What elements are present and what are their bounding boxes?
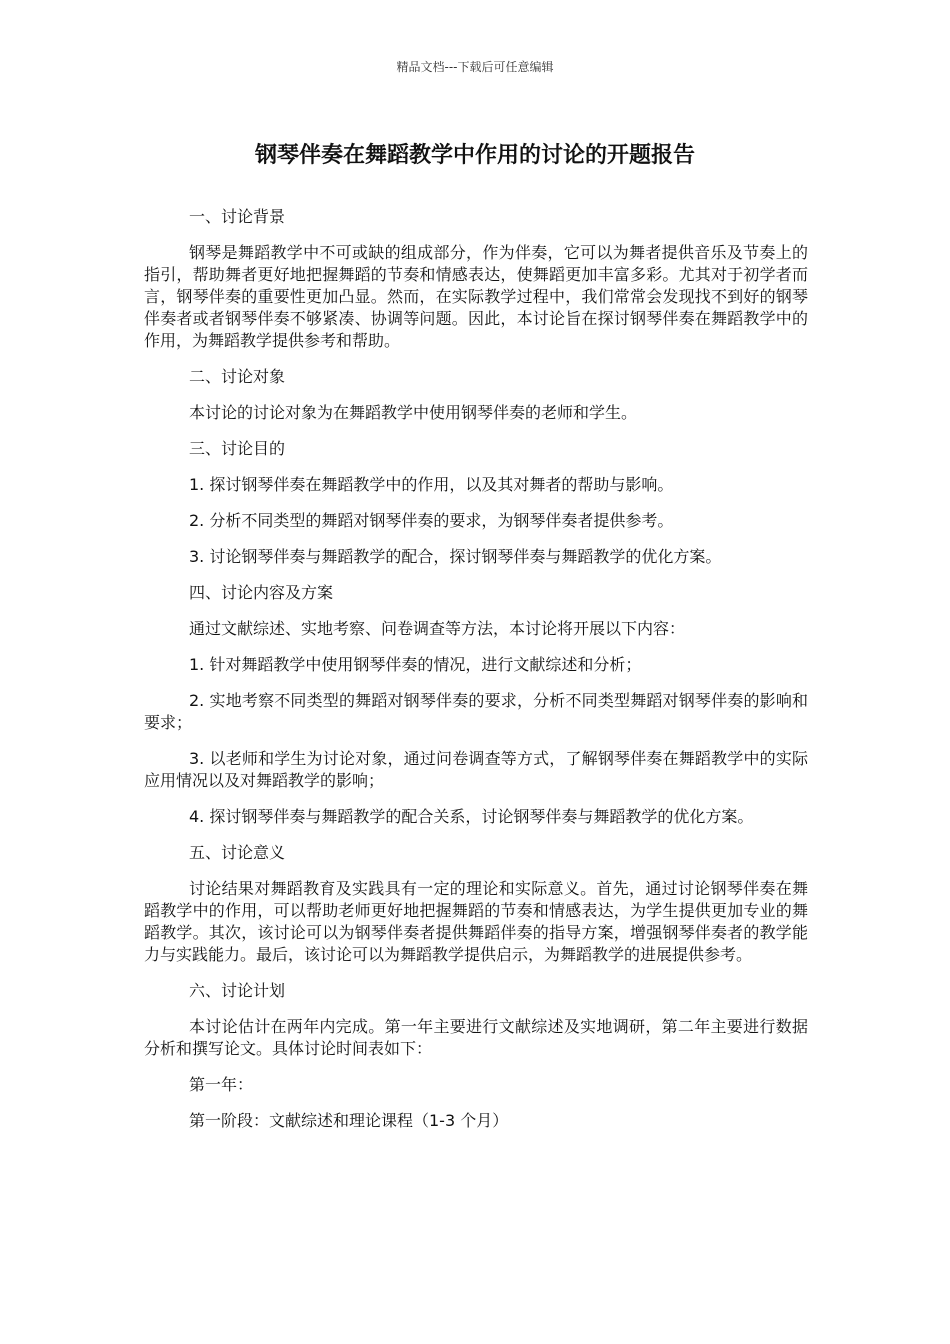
section-heading-purpose: 三、讨论目的 xyxy=(189,439,286,458)
section-heading-background: 一、讨论背景 xyxy=(189,207,286,226)
content-item-4: 4. 探讨钢琴伴奏与舞蹈教学的配合关系，讨论钢琴伴奏与舞蹈教学的优化方案。 xyxy=(189,807,754,826)
content-item-1: 1. 针对舞蹈教学中使用钢琴伴奏的情况，进行文献综述和分析； xyxy=(189,655,642,674)
content-item-2: 2. 实地考察不同类型的舞蹈对钢琴伴奏的要求，分析不同类型舞蹈对钢琴伴奏的影响和要求； xyxy=(144,691,808,732)
paragraph-subject: 本讨论的讨论对象为在舞蹈教学中使用钢琴伴奏的老师和学生。 xyxy=(189,403,638,422)
purpose-item-1: 1. 探讨钢琴伴奏在舞蹈教学中的作用，以及其对舞者的帮助与影响。 xyxy=(189,475,674,494)
document-body xyxy=(144,206,808,1146)
document-title: 钢琴伴奏在舞蹈教学中作用的讨论的开题报告 xyxy=(254,143,695,168)
purpose-item-3: 3. 讨论钢琴伴奏与舞蹈教学的配合，探讨钢琴伴奏与舞蹈教学的优化方案。 xyxy=(189,547,722,566)
plan-year-one: 第一年： xyxy=(189,1075,254,1094)
section-heading-subject: 二、讨论对象 xyxy=(189,367,286,386)
content-item-3: 3. 以老师和学生为讨论对象，通过问卷调查等方式，了解钢琴伴奏在舞蹈教学中的实际应用情况以及对舞蹈教学的影响； xyxy=(144,749,808,790)
purpose-item-2: 2. 分析不同类型的舞蹈对钢琴伴奏的要求，为钢琴伴奏者提供参考。 xyxy=(189,511,674,530)
header-note: 精品文档---下载后可任意编辑 xyxy=(396,60,554,74)
section-heading-significance: 五、讨论意义 xyxy=(189,843,286,862)
section-heading-content: 四、讨论内容及方案 xyxy=(189,583,334,602)
section-heading-plan: 六、讨论计划 xyxy=(189,981,286,1000)
plan-stage-one: 第一阶段：文献综述和理论课程（1-3 个月） xyxy=(189,1111,509,1130)
paragraph-background: 钢琴是舞蹈教学中不可或缺的组成部分，作为伴奏，它可以为舞者提供音乐及节奏上的指引，帮助舞者更好地把握舞蹈的节奏和情感表达，使舞蹈更加丰富多彩。尤其对于初学者而言，钢琴伴奏的重要性更加凸显。然而，在实际教学过程中，我们常常会发现找不到好的钢琴伴奏者或者钢琴伴奏不够紧凑、协调等问题。因此，本讨论旨在探讨钢琴伴奏在舞蹈教学中的作用，为舞蹈教学提供参考和帮助。 xyxy=(144,243,808,350)
paragraph-significance: 讨论结果对舞蹈教育及实践具有一定的理论和实际意义。首先，通过讨论钢琴伴奏在舞蹈教学中的作用，可以帮助老师更好地把握舞蹈的节奏和情感表达，为学生提供更加专业的舞蹈教学。其次，该讨论可以为钢琴伴奏者提供舞蹈伴奏的指导方案，增强钢琴伴奏者的教学能力与实践能力。最后，该讨论可以为舞蹈教学提供启示，为舞蹈教学的进展提供参考。 xyxy=(144,879,808,964)
paragraph-content-intro: 通过文献综述、实地考察、问卷调查等方法，本讨论将开展以下内容： xyxy=(189,619,686,638)
paragraph-plan: 本讨论估计在两年内完成。第一年主要进行文献综述及实地调研，第二年主要进行数据分析和撰写论文。具体讨论时间表如下： xyxy=(144,1017,808,1058)
